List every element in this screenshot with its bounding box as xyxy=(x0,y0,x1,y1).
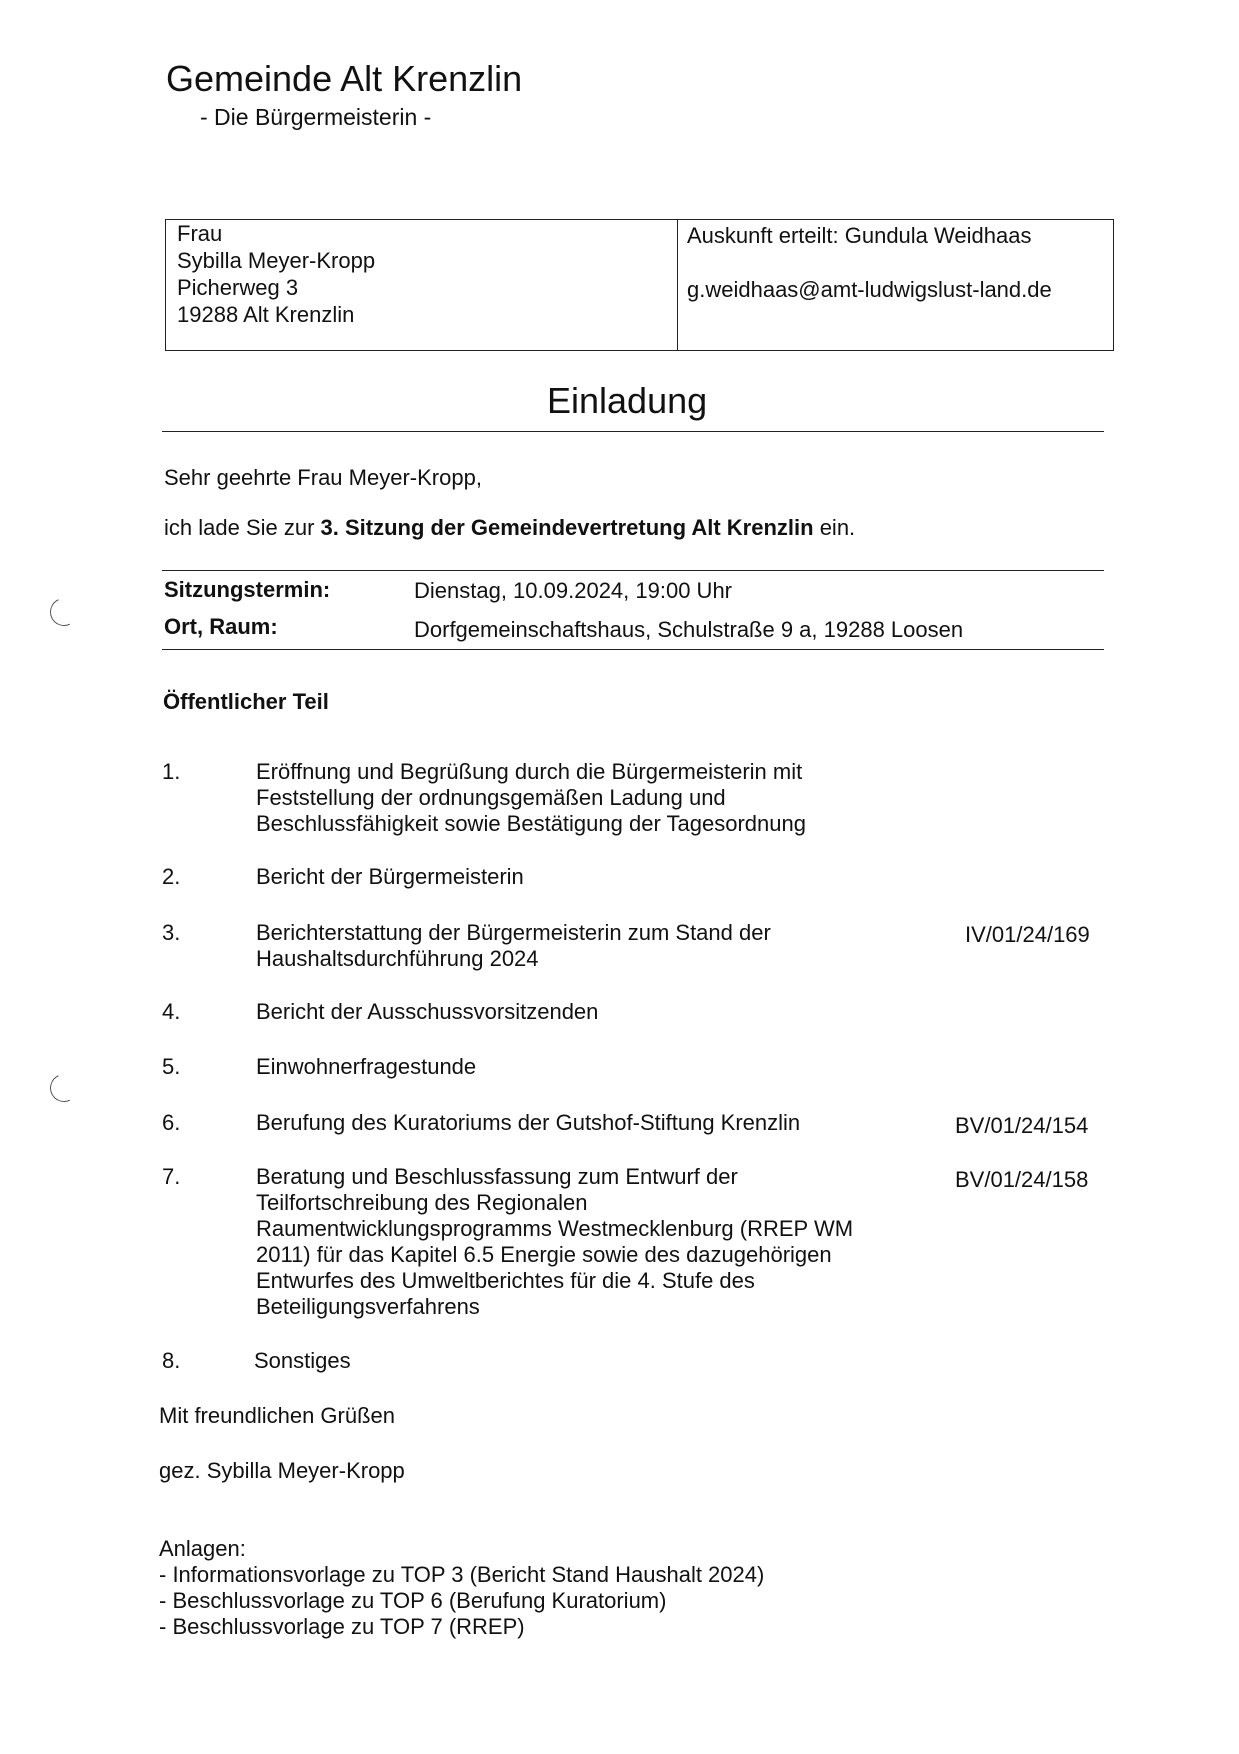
date-value: Dienstag, 10.09.2024, 19:00 Uhr xyxy=(414,578,733,603)
agenda-item-line: Feststellung der ordnungsgemäßen Ladung und xyxy=(256,785,726,810)
details-bottom-rule xyxy=(162,649,1104,650)
agenda-item-line: Beschlussfähigkeit sowie Bestätigung der Tagesordnung xyxy=(256,811,806,836)
recipient-salutation: Frau xyxy=(177,221,223,246)
intro-pre: ich lade Sie zur xyxy=(164,515,321,540)
organization-name: Gemeinde Alt Krenzlin xyxy=(166,58,523,99)
organization-subtitle: - Die Bürgermeisterin - xyxy=(200,104,432,130)
agenda-item-line: Berufung des Kuratoriums der Gutshof-Stiftung Krenzlin xyxy=(256,1110,801,1135)
agenda-item-number: 7. xyxy=(162,1164,181,1189)
agenda-item-line: Beratung und Beschlussfassung zum Entwurf der xyxy=(256,1164,738,1189)
intro-post: ein. xyxy=(813,515,856,540)
agenda-item-text xyxy=(256,1110,800,1136)
agenda-item-text xyxy=(256,999,598,1025)
agenda-item-number: 8. xyxy=(162,1348,181,1373)
recipient-address xyxy=(177,220,375,328)
agenda-item-line: Sonstiges xyxy=(254,1348,351,1373)
meeting-name: 3. Sitzung der Gemeindevertretung Alt Krenzlin xyxy=(320,515,814,540)
agenda-item-reference: IV/01/24/169 xyxy=(965,922,1090,947)
signature: gez. Sybilla Meyer-Kropp xyxy=(159,1458,405,1483)
agenda-item-number: 4. xyxy=(162,999,181,1024)
closing-regards: Mit freundlichen Grüßen xyxy=(159,1403,395,1428)
recipient-name: Sybilla Meyer-Kropp xyxy=(177,248,376,273)
agenda-item-line: Bericht der Ausschussvorsitzenden xyxy=(256,999,599,1024)
agenda-item-text xyxy=(256,1054,476,1080)
agenda-item-line: Berichterstattung der Bürgermeisterin zum Stand der xyxy=(256,920,771,945)
agenda-item-text xyxy=(254,1348,351,1374)
agenda-item-text xyxy=(256,920,771,972)
place-value: Dorfgemeinschaftshaus, Schulstraße 9 a, 19288 Loosen xyxy=(414,617,964,642)
agenda-item-number: 2. xyxy=(162,864,181,889)
contact-email: g.weidhaas@amt-ludwigslust-land.de xyxy=(687,277,1052,302)
title-rule xyxy=(162,431,1104,432)
agenda-item-line: Teilfortschreibung des Regionalen xyxy=(256,1190,588,1215)
agenda-item-reference: BV/01/24/158 xyxy=(955,1167,1089,1192)
agenda-item-text xyxy=(256,759,806,837)
recipient-city: 19288 Alt Krenzlin xyxy=(177,302,355,327)
agenda-item-line: Haushaltsdurchführung 2024 xyxy=(256,946,539,971)
attachment-item: - Beschlussvorlage zu TOP 6 (Berufung Kuratorium) xyxy=(159,1588,667,1613)
greeting: Sehr geehrte Frau Meyer-Kropp, xyxy=(164,465,482,490)
date-label: Sitzungstermin: xyxy=(164,577,331,602)
agenda-item-number: 6. xyxy=(162,1110,181,1135)
agenda-item-line: Entwurfes des Umweltberichtes für die 4. Stufe des xyxy=(256,1268,755,1293)
attachment-item: - Informationsvorlage zu TOP 3 (Bericht Stand Haushalt 2024) xyxy=(159,1562,765,1587)
agenda-item-line: Beteiligungsverfahrens xyxy=(256,1294,480,1319)
agenda-item-number: 5. xyxy=(162,1054,181,1079)
document-title: Einladung xyxy=(547,380,708,421)
punch-hole-mark xyxy=(46,594,82,630)
contact-person: Auskunft erteilt: Gundula Weidhaas xyxy=(687,223,1032,248)
agenda-item-number: 3. xyxy=(162,920,181,945)
punch-hole-mark xyxy=(46,1070,82,1106)
agenda-item-number: 1. xyxy=(162,759,181,784)
attachment-item: - Beschlussvorlage zu TOP 7 (RREP) xyxy=(159,1614,525,1639)
section-title: Öffentlicher Teil xyxy=(163,689,329,714)
details-top-rule xyxy=(162,570,1104,571)
address-box xyxy=(165,219,1114,351)
agenda-item-line: Bericht der Bürgermeisterin xyxy=(256,864,524,889)
agenda-item-text xyxy=(256,1164,853,1320)
recipient-street: Picherweg 3 xyxy=(177,275,299,300)
place-label: Ort, Raum: xyxy=(164,614,278,639)
contact-info xyxy=(687,222,1052,303)
agenda-item-text xyxy=(256,864,524,890)
attachments-label: Anlagen: xyxy=(159,1536,246,1561)
intro-text xyxy=(164,515,855,541)
attachments xyxy=(159,1536,764,1640)
agenda-item-line: 2011) für das Kapitel 6.5 Energie sowie des dazugehörigen xyxy=(256,1242,832,1267)
agenda-item-line: Raumentwicklungsprogramms Westmecklenburg (RREP WM xyxy=(256,1216,854,1241)
agenda-item-line: Einwohnerfragestunde xyxy=(256,1054,477,1079)
address-box-divider xyxy=(677,220,678,350)
agenda-item-reference: BV/01/24/154 xyxy=(955,1113,1089,1138)
agenda-item-line: Eröffnung und Begrüßung durch die Bürgermeisterin mit xyxy=(256,759,803,784)
